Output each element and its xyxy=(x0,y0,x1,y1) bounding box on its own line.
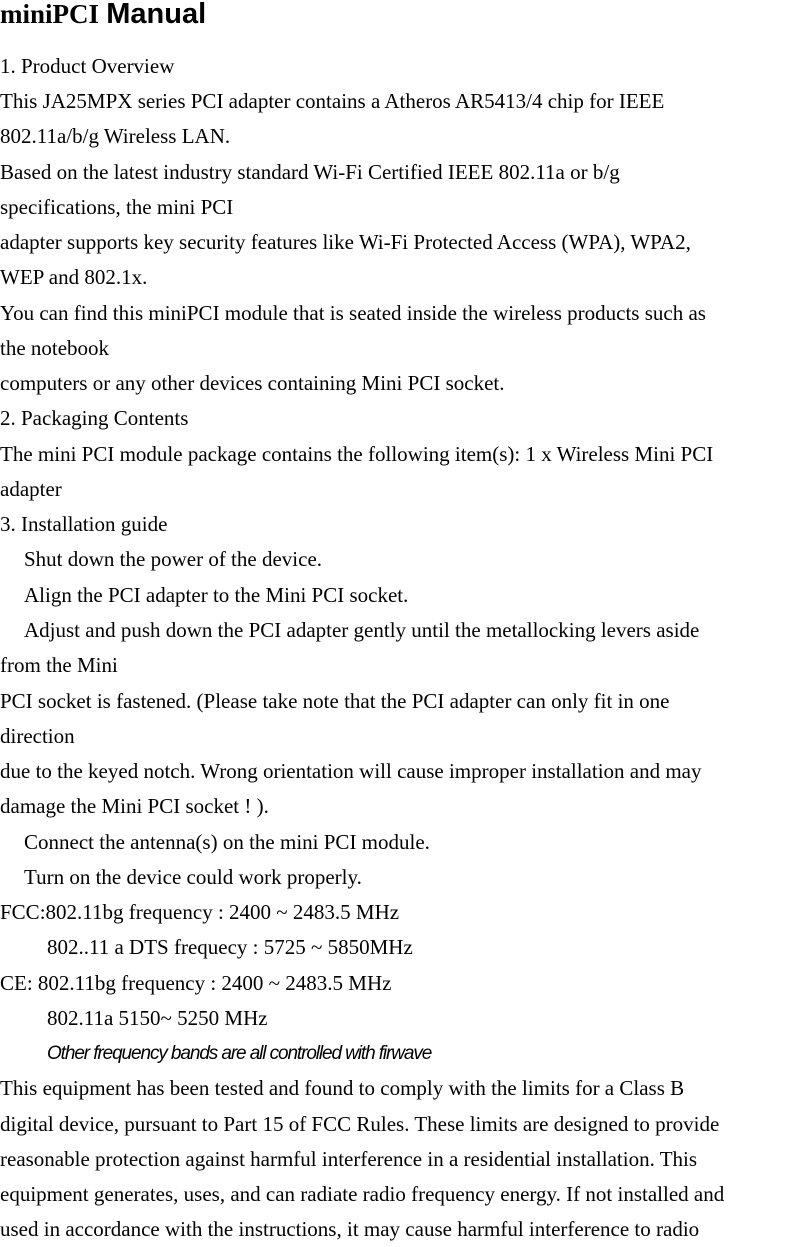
text-line: from the Mini xyxy=(0,653,118,677)
text-line: adapter supports key security features like Wi-Fi Protected Access (WPA), WPA2, xyxy=(0,230,691,254)
text-line: adapter xyxy=(0,477,62,501)
fcc-statement-line: digital device, pursuant to Part 15 of FCC Rules. These limits are designed to provide xyxy=(0,1112,720,1136)
ce-frequency-line: CE: 802.11bg frequency : 2400 ~ 2483.5 MHz xyxy=(0,971,392,995)
install-step: Connect the antenna(s) on the mini PCI module. xyxy=(24,830,430,854)
text-line: You can find this miniPCI module that is seated inside the wireless products such as xyxy=(0,301,706,325)
text-line: damage the Mini PCI socket ! ). xyxy=(0,794,269,818)
document-title xyxy=(0,0,206,34)
text-line: WEP and 802.1x. xyxy=(0,265,148,289)
text-line: computers or any other devices containing Mini PCI socket. xyxy=(0,371,505,395)
title-part-1: miniPCI xyxy=(0,0,100,29)
text-line: The mini PCI module package contains the following item(s): 1 x Wireless Mini PCI xyxy=(0,442,714,466)
section-heading-product-overview: 1. Product Overview xyxy=(0,54,175,78)
install-step: Turn on the device could work properly. xyxy=(24,865,362,889)
ce-5ghz-frequency-line: 802.11a 5150~ 5250 MHz xyxy=(47,1006,268,1030)
text-line: due to the keyed notch. Wrong orientation will cause improper installation and may xyxy=(0,759,702,783)
frequency-note: Other frequency bands are all controlled with firwave xyxy=(47,1043,432,1064)
text-line: 802.11a/b/g Wireless LAN. xyxy=(0,124,231,148)
text-line: direction xyxy=(0,724,75,748)
fcc-statement-line: reasonable protection against harmful interference in a residential installation. This xyxy=(0,1147,698,1171)
section-heading-installation-guide: 3. Installation guide xyxy=(0,512,168,536)
text-line: This JA25MPX series PCI adapter contains a Atheros AR5413/4 chip for IEEE xyxy=(0,89,665,113)
section-heading-packaging-contents: 2. Packaging Contents xyxy=(0,406,189,430)
install-step: Align the PCI adapter to the Mini PCI socket. xyxy=(24,583,409,607)
fcc-statement-line: used in accordance with the instructions, it may cause harmful interference to radio xyxy=(0,1217,700,1241)
fcc-frequency-line: FCC:802.11bg frequency : 2400 ~ 2483.5 MHz xyxy=(0,900,400,924)
title-part-2: Manual xyxy=(106,0,207,30)
fcc-dts-frequency-line: 802..11 a DTS frequecy : 5725 ~ 5850MHz xyxy=(47,935,413,959)
text-line: Based on the latest industry standard Wi-Fi Certified IEEE 802.11a or b/g xyxy=(0,160,620,184)
install-step: Shut down the power of the device. xyxy=(24,547,323,571)
install-step: Adjust and push down the PCI adapter gently until the metallocking levers aside xyxy=(24,618,700,642)
fcc-statement-line: equipment generates, uses, and can radiate radio frequency energy. If not installed and xyxy=(0,1182,725,1206)
text-line: the notebook xyxy=(0,336,110,360)
text-line: PCI socket is fastened. (Please take note that the PCI adapter can only fit in one xyxy=(0,689,670,713)
text-line: specifications, the mini PCI xyxy=(0,195,234,219)
fcc-statement-line: This equipment has been tested and found to comply with the limits for a Class B xyxy=(0,1076,685,1100)
